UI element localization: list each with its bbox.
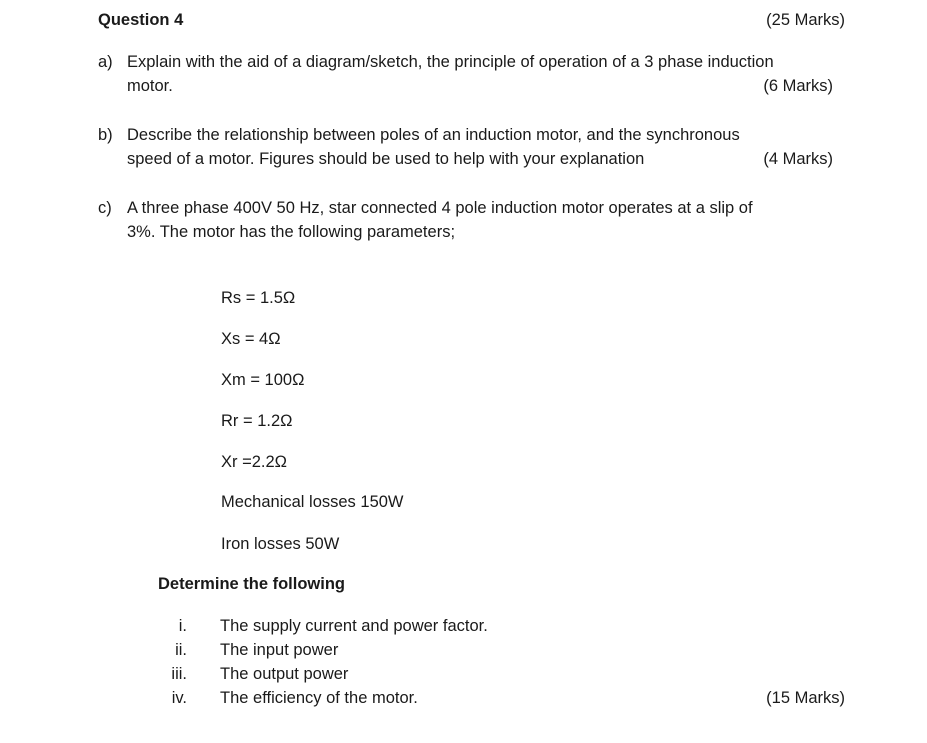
param-rr: Rr = 1.2Ω [221,412,293,430]
part-a-line-1: Explain with the aid of a diagram/sketch, the principle of operation of a 3 phase induction [127,53,774,71]
param-rs: Rs = 1.5Ω [221,289,296,307]
question-title: Question 4 [98,11,184,29]
param-mechanical-losses: Mechanical losses 150W [221,493,404,511]
task-text-iii: The output power [220,665,349,683]
determine-heading: Determine the following [158,575,346,593]
task-numeral-iii: iii. [171,665,187,683]
param-xm: Xm = 100Ω [221,371,305,389]
task-numeral-ii: ii. [175,641,187,659]
part-a-line-2: motor. [127,77,173,95]
task-numeral-iv: iv. [171,689,187,707]
task-numeral-i: i. [178,617,187,635]
task-text-i: The supply current and power factor. [220,617,488,635]
part-a-marks: (6 Marks) [763,77,833,95]
part-b-line-2: speed of a motor. Figures should be used to help with your explanation [127,150,645,168]
task-text-ii: The input power [220,641,339,659]
part-c-label: c) [98,199,112,217]
param-iron-losses: Iron losses 50W [221,535,340,553]
param-xr: Xr =2.2Ω [221,453,287,471]
part-b-marks: (4 Marks) [763,150,833,168]
part-b-label: b) [98,126,113,144]
question-marks: (25 Marks) [766,11,845,29]
part-a-label: a) [98,53,113,71]
param-xs: Xs = 4Ω [221,330,281,348]
task-text-iv: The efficiency of the motor. [220,689,418,707]
part-b-line-1: Describe the relationship between poles of an induction motor, and the synchronous [127,126,740,144]
part-c-line-1: A three phase 400V 50 Hz, star connected 4 pole induction motor operates at a slip of [127,199,753,217]
part-c-line-2: 3%. The motor has the following parameters; [127,223,456,241]
part-c-marks: (15 Marks) [766,689,845,707]
